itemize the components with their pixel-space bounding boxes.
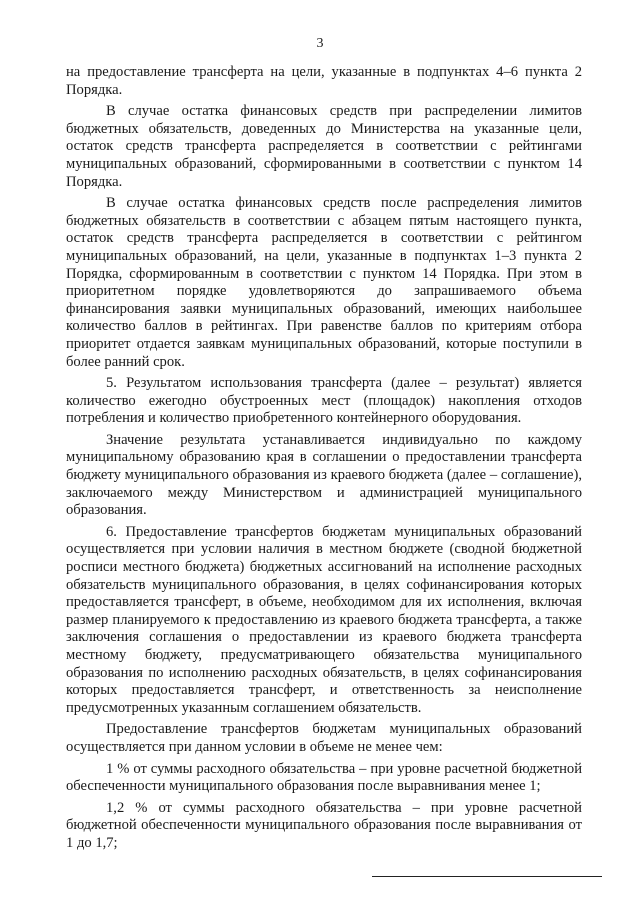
document-body [66, 64, 582, 857]
bottom-divider [372, 876, 602, 877]
paragraph: Значение результата устанавливается индивидуально по каждому муниципальному образованию края в соглашении о предоставлении трансферта бюджету муниципального образования из краевого бюджета (далее – соглашение), заключаемого между Министерством и администрацией муниципального образования. [66, 431, 582, 519]
paragraph: В случае остатка финансовых средств после распределения лимитов бюджетных обязательств в соответствии с абзацем пятым настоящего пункта, остаток средств трансферта распределяется в соответствии с рейтингом муниципальных образований, на цели, указанные в подпунктах 1–3 пункта 2 Порядка, сформированным в соответствии с пунктом 14 Порядка. При этом в приоритетном порядке удовлетворяются до запрашиваемого объема финансирования заявки муниципальных образований, имеющих наибольшее количество баллов в рейтингах. При равенстве баллов по критериям отбора приоритет отдается заявкам муниципальных образований, которые поступили в более ранний срок. [66, 195, 582, 370]
list-item: 1 % от суммы расходного обязательства – при уровне расчетной бюджетной обеспеченности муниципального образования после выравнивания менее 1; [66, 760, 582, 795]
paragraph: Предоставление трансфертов бюджетам муниципальных образований осуществляется при данном условии в объеме не менее чем: [66, 721, 582, 755]
paragraph-item-5: 5. Результатом использования трансферта (далее – результат) является количество ежегодно обустроенных мест (площадок) накопления отходов потребления и количество приобретенного контейнерного оборудования. [66, 375, 582, 427]
paragraph: В случае остатка финансовых средств при распределении лимитов бюджетных обязательств, доведенных до Министерства на указанные цели, остаток средств трансферта распределяется в соответствии с рейтингами муниципальных образований, сформированными в соответствии с пунктом 14 Порядка. [66, 103, 582, 190]
page-number: 3 [316, 36, 324, 51]
list-item: 1,2 % от суммы расходного обязательства – при уровне расчетной бюджетной обеспеченности муниципального образования после выравнивания от 1 до 1,7; [66, 799, 582, 851]
paragraph-item-6: 6. Предоставление трансфертов бюджетам муниципальных образований осуществляется при условии наличия в местном бюджете (сводной бюджетной росписи местного бюджета) бюджетных ассигнований на исполнение расходных обязательств муниципального образования, в целях софинансирования которых предоставляется трансферт, в объеме, необходимом для их исполнения, включая размер планируемого к предоставлению из краевого бюджета трансферта, а также заключения соглашения о предоставлении из краевого бюджета трансферта местному бюджету, предусматривающего обязательства муниципального образования по исполнению расходных обязательств, в целях софинансирования которых предоставляется трансферт, и ответственность за неисполнение предусмотренных указанным соглашением обязательств. [66, 523, 582, 716]
paragraph-continuation: на предоставление трансферта на цели, указанные в подпунктах 4–6 пункта 2 Порядка. [66, 64, 582, 98]
